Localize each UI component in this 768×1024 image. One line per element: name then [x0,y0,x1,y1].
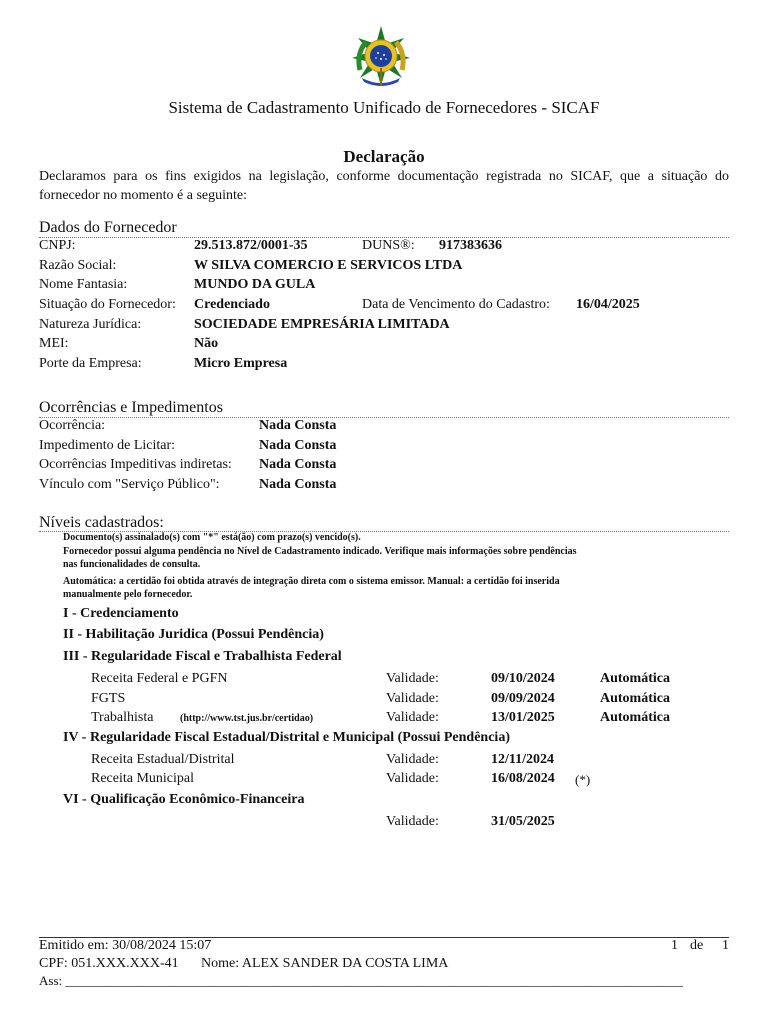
validade-label: Validade: [386,771,439,786]
emission-date: Emitido em: 30/08/2024 15:07 [39,938,212,953]
note-pendencia-cont: nas funcionalidades de consulta. [63,559,201,570]
validade-date: 16/08/2024 [491,771,555,786]
validade-label: Validade: [386,691,439,706]
note-expired: Documento(s) assinalado(s) com "*" está(ão) com prazo(s) vencido(s). [63,532,361,543]
section-title-ocorrencias: Ocorrências e Impedimentos [39,399,223,416]
doc-fgts: FGTS [91,691,126,706]
validade-date: 09/09/2024 [491,691,555,706]
vencimento-label: Data de Vencimento do Cadastro: [362,297,550,312]
impeditivas-value: Nada Consta [259,457,337,472]
issuer-name: Nome: ALEX SANDER DA COSTA LIMA [201,956,449,971]
razao-label: Razão Social: [39,258,117,273]
level-credenciamento: I - Credenciamento [63,606,179,621]
section-title-fornecedor: Dados do Fornecedor [39,219,177,236]
impeditivas-label: Ocorrências Impeditivas indiretas: [39,457,232,472]
document-heading: Declaração [343,147,425,166]
natureza-value: SOCIEDADE EMPRESÁRIA LIMITADA [194,317,450,332]
page-of: de [690,938,704,953]
mei-label: MEI: [39,336,69,351]
fantasia-value: MUNDO DA GULA [194,277,316,292]
porte-value: Micro Empresa [194,356,288,371]
note-pendencia: Fornecedor possui alguma pendência no Nível de Cadastramento indicado. Verifique mais informações sobre pendências [63,546,577,557]
page-total: 1 [722,938,729,953]
intro-paragraph: Declaramos para os fins exigidos na legislação, conforme documentação registrada no SICAF, que a situação do fornecedor no momento é a seguinte: [39,169,729,203]
note-automatica-cont: manualmente pelo fornecedor. [63,589,193,600]
natureza-label: Natureza Jurídica: [39,317,142,332]
validade-label: Validade: [386,671,439,686]
cnpj-label: CNPJ: [39,238,76,253]
ocorrencia-label: Ocorrência: [39,418,106,433]
vencimento-value: 16/04/2025 [576,297,640,312]
page-number: 1 [671,938,678,953]
trabalhista-link[interactable]: (http://www.tst.jus.br/certidao) [180,713,314,724]
validade-label: Validade: [386,814,439,829]
validade-date: 31/05/2025 [491,814,555,829]
duns-label: DUNS®: [362,238,415,253]
impedimento-label: Impedimento de Licitar: [39,438,176,453]
ocorrencia-value: Nada Consta [259,418,337,433]
doc-receita-estadual: Receita Estadual/Distrital [91,752,235,767]
mode-automatica: Automática [600,710,670,725]
razao-value: W SILVA COMERCIO E SERVICOS LTDA [194,258,463,273]
section-title-niveis: Níveis cadastrados: [39,514,164,531]
coat-of-arms-emblem [348,24,414,90]
fantasia-label: Nome Fantasia: [39,277,128,292]
validade-label: Validade: [386,752,439,767]
doc-trabalhista: Trabalhista [91,710,154,725]
impedimento-value: Nada Consta [259,438,337,453]
level-habilitacao: II - Habilitação Juridica (Possui Pendência) [63,627,324,642]
system-title: Sistema de Cadastramento Unificado de Fornecedores - SICAF [168,98,600,117]
level-regularidade-federal: III - Regularidade Fiscal e Trabalhista Federal [63,649,342,664]
porte-label: Porte da Empresa: [39,356,142,371]
doc-receita-federal: Receita Federal e PGFN [91,671,228,686]
validade-date: 13/01/2025 [491,710,555,725]
cpf-info: CPF: 051.XXX.XXX-41 [39,956,179,971]
doc-receita-municipal: Receita Municipal [91,771,195,786]
vinculo-label: Vínculo com "Serviço Público": [39,477,220,492]
duns-value: 917383636 [439,238,502,253]
validade-label: Validade: [386,710,439,725]
situacao-label: Situação do Fornecedor: [39,297,176,312]
level-regularidade-estadual: IV - Regularidade Fiscal Estadual/Distrital e Municipal (Possui Pendência) [63,730,510,745]
section-divider [39,417,729,418]
mei-value: Não [194,336,219,351]
cnpj-value: 29.513.872/0001-35 [194,238,308,253]
expired-flag: (*) [575,772,591,787]
signature-line: Ass: _______________________________________________________________________________________________ [39,973,683,988]
validade-date: 09/10/2024 [491,671,555,686]
vinculo-value: Nada Consta [259,477,337,492]
situacao-value: Credenciado [194,297,270,312]
mode-automatica: Automática [600,691,670,706]
mode-automatica: Automática [600,671,670,686]
validade-date: 12/11/2024 [491,752,555,767]
level-qualificacao: VI - Qualificação Econômico-Financeira [63,792,305,807]
note-automatica: Automática: a certidão foi obtida através de integração direta com o sistema emissor. Manual: a certidão foi inserida [63,576,560,587]
